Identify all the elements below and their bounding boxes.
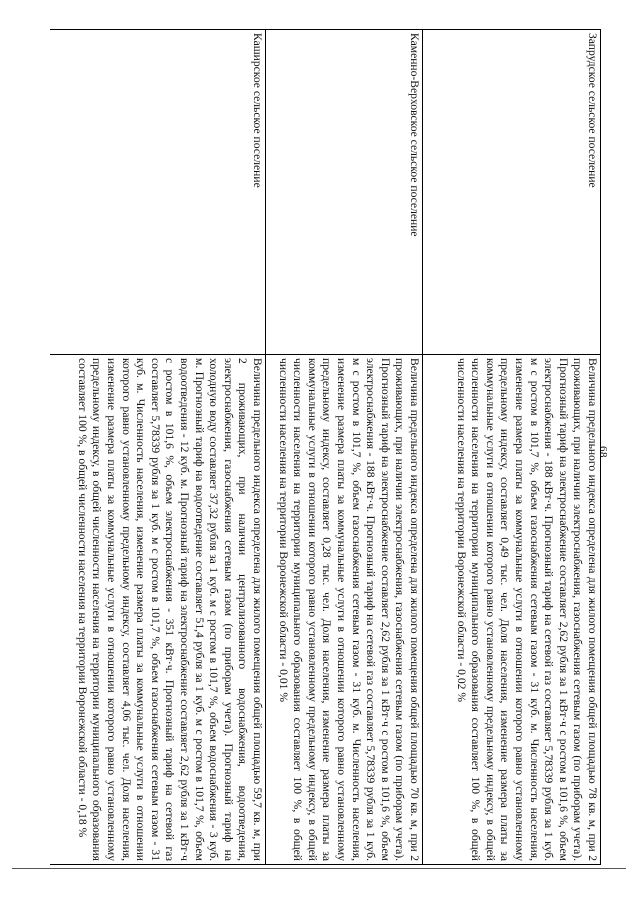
page-number: 68 bbox=[597, 446, 609, 458]
settlement-description-cell: Величина предельного индекса определена для жилого помещения общей площадью 59,7 кв. м, при 2 проживающих, при наличии централизованного водоснабжения, водоотведения, электроснабжения, газоснабжения сетевым газом (по приборам учета). Прогнозный тариф на холодную воду составляет 37,32 рубля за 1 куб. м с ростом в 101,7 %, объем водоснабжения - 3 куб. м. Прогнозный тариф на водоотведение составляет 51,4 рубля за 1 куб. м с ростом в 101,7 %, объем водоотведения - 12 куб. м. Прогнозный тариф на электроснабжение составляет 2,62 рубля за 1 кВт·ч с ростом в 101,6 %, объем электроснабжения - 351 кВт·ч. Прогнозный тариф на сетевой газ составляет 5,78339 рубля за 1 куб. м с ростом в 101,7 %, объем газоснабжения сетевым газом - 31 куб. м. Численность населения, изменение размера платы за коммунальные услуги в отношении которого равно установленному предельному индексу, составляет 4,06 тыс. чел. Доля населения, изменение размера платы за коммунальные услуги в отношении которого равно установленному предельному индексу, в общей численности населения на территории муниципального образования составляет 100 %, в общей численности населения на территории Воронежской области - 0,18 % bbox=[50, 355, 266, 865]
settlement-description-cell: Величина предельного индекса определена для жилого помещения общей площадью 70 кв. м, при 2 проживающих, при наличии электроснабжения, газоснабжения сетевым газом (по приборам учета). Прогнозный тариф на электроснабжение составляет 2,62 рубля за 1 кВт·ч с ростом в 101,6 %, объем электроснабжения - 188 кВт·ч. Прогнозный тариф на сетевой газ составляет 5,78339 рубля за 1 куб. м с ростом в 101,7 %, объем газоснабжения сетевым газом - 31 куб. м. Численность населения, изменение размера платы за коммунальные услуги в отношении которого равно установленному предельному индексу, составляет 0,28 тыс. чел. Доля населения, изменение размера платы за коммунальные услуги в отношении которого равно установленному предельному индексу, в общей численности населения на территории муниципального образования составляет 100 %, в общей численности населения на территории Воронежской области - 0,01 % bbox=[266, 355, 423, 865]
table-row bbox=[423, 30, 601, 865]
bottom-divider bbox=[12, 868, 626, 869]
settlement-name-cell: Каменно-Верховское сельское поселение bbox=[266, 30, 423, 355]
settlement-description-cell: Величина предельного индекса определена для жилого помещения общей площадью 78 кв. м, при 2 проживающих, при наличии электроснабжения, газоснабжения сетевым газом (по приборам учета). Прогнозный тариф на электроснабжение составляет 2,62 рубля за 1 кВт·ч с ростом в 101,6 %, объем электроснабжения - 188 кВт·ч. Прогнозный тариф на сетевой газ составляет 5,78339 рубля за 1 куб. м с ростом в 101,7 %, объем газоснабжения сетевым газом - 31 куб. м. Численность населения, изменение размера платы за коммунальные услуги в отношении которого равно установленному предельному индексу, составляет 0,49 тыс. чел. Доля населения, изменение размера платы за коммунальные услуги в отношении которого равно установленному предельному индексу, в общей численности населения на территории муниципального образования составляет 100 %, в общей численности населения на территории Воронежской области - 0,02 % bbox=[423, 355, 601, 865]
settlement-name-cell: Каширское сельское поселение bbox=[50, 30, 266, 355]
rotated-page-frame bbox=[50, 29, 601, 865]
table-row bbox=[50, 30, 266, 865]
settlement-name-cell: Запрудское сельское поселение bbox=[423, 30, 601, 355]
landscape-content bbox=[50, 29, 601, 865]
table-row bbox=[266, 30, 423, 865]
tariff-index-table bbox=[50, 29, 601, 865]
